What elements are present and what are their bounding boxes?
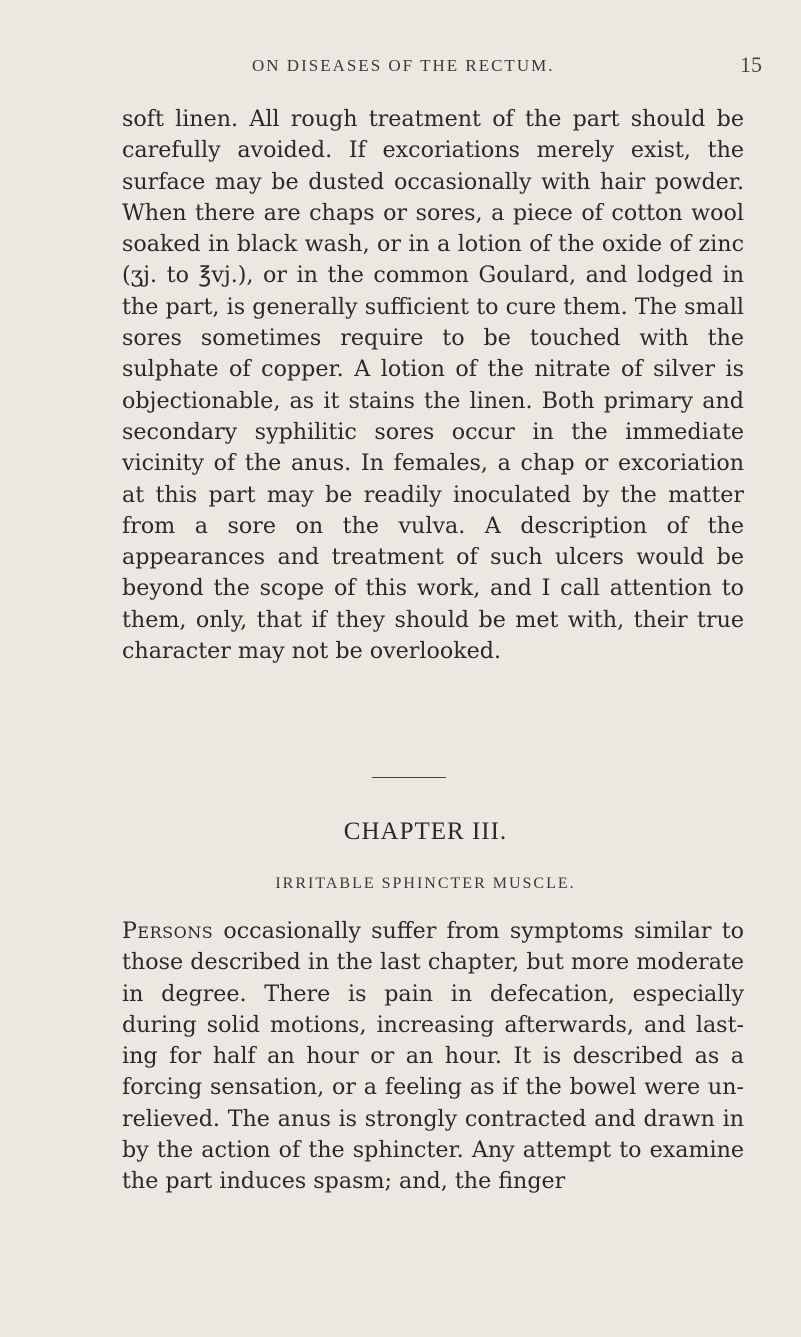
body-paragraph-continued: soft linen. All rough treatment of the part should be carefully avoided. If excoriations merely exist, the surface may be dusted occasionally with hair powder. When there are chaps or sores, a piece of cotton wool soaked in black wash, or in a lotion of the oxide of zinc (ʒj. to ℥vj.), or in the common Goulard, and lodged in the part, is generally sufficient to cure them. The small sores sometimes require to be touched with the sulphate of copper. A lotion of the nitrate of silver is objectionable, as it stains the linen. Both primary and secondary syphilitic sores occur in the immediate vicinity of the anus. In females, a chap or excoriation at this part may be readily inoculated by the matter from a sore on the vulva. A description of the appearances and treatment of such ulcers would be beyond the scope of this work, and I call attention to them, only, that if they should be met with, their true character may not be overlooked. xyxy=(122,106,744,665)
page-number: 15 xyxy=(740,52,762,77)
running-head-title: ON DISEASES OF THE RECTUM. xyxy=(252,56,555,75)
running-head xyxy=(0,52,801,86)
chapter-body-text: occasionally suffer from symptoms similar to those described in the last chapter, but more moderate in degree. There is pain in defecation, especially during solid motions, increasing afterwards, and lasting for half an hour or an hour. It is described as a forcing sensation, or a feeling as if the bowel were unrelieved. The anus is strongly contracted and drawn in by the action of the sphincter. Any attempt to examine the part induces spasm; and, the finger xyxy=(122,918,744,1195)
chapter-title: CHAPTER III. xyxy=(343,818,508,845)
chapter-body-paragraph xyxy=(122,916,744,1198)
lead-word: Persons xyxy=(122,918,214,944)
chapter-subtitle: IRRITABLE SPHINCTER MUSCLE. xyxy=(275,875,576,892)
section-divider xyxy=(372,777,446,778)
